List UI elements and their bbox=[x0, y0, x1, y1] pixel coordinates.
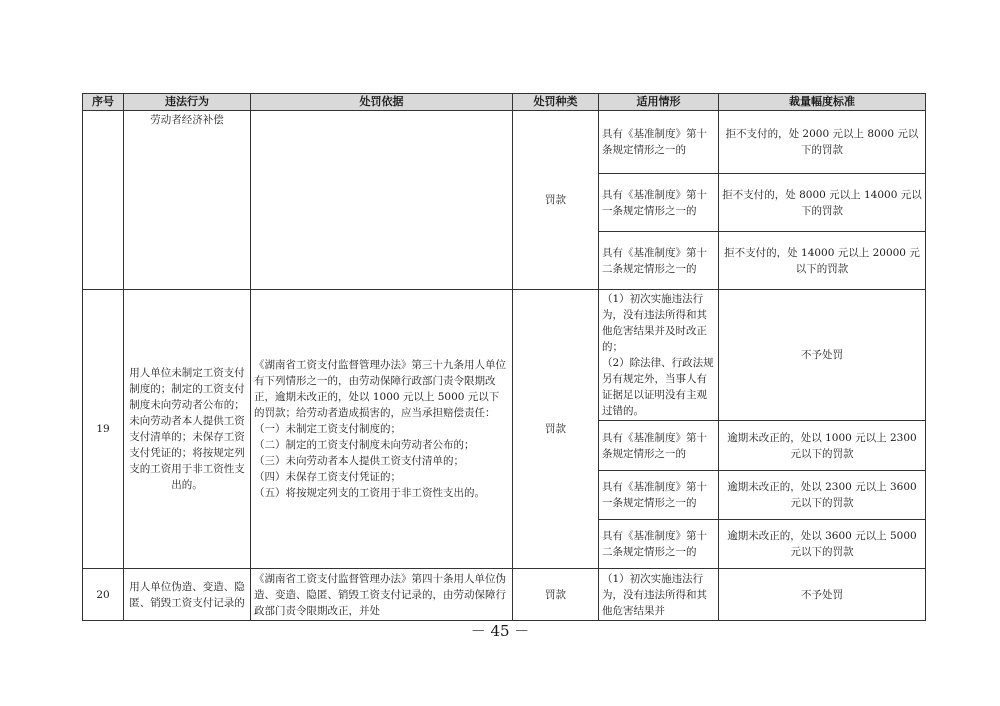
cell-number bbox=[83, 111, 124, 290]
table-header-row bbox=[83, 94, 926, 111]
cell-standard: 不予处罚 bbox=[719, 290, 926, 421]
header-applicable-situation: 适用情形 bbox=[599, 94, 719, 111]
cell-standard: 拒不支付的，处 14000 元以上 20000 元以下的罚款 bbox=[719, 232, 926, 290]
table-row bbox=[83, 111, 926, 174]
cell-standard: 拒不支付的，处 2000 元以上 8000 元以下的罚款 bbox=[719, 111, 926, 174]
cell-number: 19 bbox=[83, 290, 124, 569]
cell-violation: 用人单位伪造、变造、隐匿、销毁工资支付记录的 bbox=[124, 569, 251, 621]
basis-line: （四）未保存工资支付凭证的； bbox=[254, 471, 401, 483]
cell-standard: 逾期未改正的，处以 2300 元以上 3600 元以下的罚款 bbox=[719, 471, 926, 520]
basis-line: （三）未向劳动者本人提供工资支付清单的； bbox=[254, 455, 464, 467]
basis-line: （五）将按规定列支的工资用于非工资性支出的。 bbox=[254, 487, 485, 499]
cell-situation: 具有《基准制度》第十一条规定情形之一的 bbox=[599, 174, 719, 232]
cell-basis: 《湖南省工资支付监督管理办法》第四十条用人单位伪造、变造、隐匿、销毁工资支付记录的，由劳动保障行政部门责令限期改正，并处 bbox=[251, 569, 513, 621]
penalty-standards-table bbox=[82, 93, 926, 621]
cell-situation: （1）初次实施违法行为，没有违法所得和其他危害结果并 bbox=[599, 569, 719, 621]
header-penalty-type: 处罚种类 bbox=[513, 94, 599, 111]
page-number: － 45 － bbox=[470, 622, 530, 640]
basis-line: （一）未制定工资支付制度的； bbox=[254, 423, 401, 435]
cell-standard: 拒不支付的，处 8000 元以上 14000 元以下的罚款 bbox=[719, 174, 926, 232]
situation-line: （2）除法律、行政法规另有规定外，当事人有证据足以证明没有主观过错的。 bbox=[602, 357, 714, 417]
header-discretion-standard: 裁量幅度标准 bbox=[719, 94, 926, 111]
cell-violation: 劳动者经济补偿 bbox=[124, 111, 251, 290]
cell-penalty-type: 罚款 bbox=[513, 111, 599, 290]
header-violation: 违法行为 bbox=[124, 94, 251, 111]
cell-situation: 具有《基准制度》第十二条规定情形之一的 bbox=[599, 232, 719, 290]
cell-number: 20 bbox=[83, 569, 124, 621]
cell-situation: 具有《基准制度》第十条规定情形之一的 bbox=[599, 111, 719, 174]
cell-situation: 具有《基准制度》第十条规定情形之一的 bbox=[599, 421, 719, 471]
basis-line: 《湖南省工资支付监督管理办法》第三十九条用人单位有下列情形之一的，由劳动保障行政部门责令限期改正，逾期未改正的，处以 1000 元以上 5000 元以下的罚款；给劳动者造成损害的，应当承担赔偿责任： bbox=[254, 359, 506, 419]
cell-situation: 具有《基准制度》第十二条规定情形之一的 bbox=[599, 520, 719, 569]
cell-situation: 具有《基准制度》第十一条规定情形之一的 bbox=[599, 471, 719, 520]
basis-line: （二）制定的工资支付制度未向劳动者公布的； bbox=[254, 439, 475, 451]
header-number: 序号 bbox=[83, 94, 124, 111]
cell-situation bbox=[599, 290, 719, 421]
table-row bbox=[83, 569, 926, 621]
cell-basis bbox=[251, 111, 513, 290]
cell-basis bbox=[251, 290, 513, 569]
situation-line: （1）初次实施违法行为，没有违法所得和其他危害结果并及时改正的； bbox=[602, 293, 707, 353]
cell-standard: 逾期未改正的，处以 3600 元以上 5000 元以下的罚款 bbox=[719, 520, 926, 569]
cell-penalty-type: 罚款 bbox=[513, 290, 599, 569]
cell-penalty-type: 罚款 bbox=[513, 569, 599, 621]
cell-standard: 不予处罚 bbox=[719, 569, 926, 621]
header-penalty-basis: 处罚依据 bbox=[251, 94, 513, 111]
cell-violation: 用人单位未制定工资支付制度的；制定的工资支付制度未向劳动者公布的；未向劳动者本人提供工资支付清单的；未保存工资支付凭证的；将按规定列支的工资用于非工资性支出的。 bbox=[124, 290, 251, 569]
cell-standard: 逾期未改正的，处以 1000 元以上 2300 元以下的罚款 bbox=[719, 421, 926, 471]
table-row bbox=[83, 290, 926, 421]
